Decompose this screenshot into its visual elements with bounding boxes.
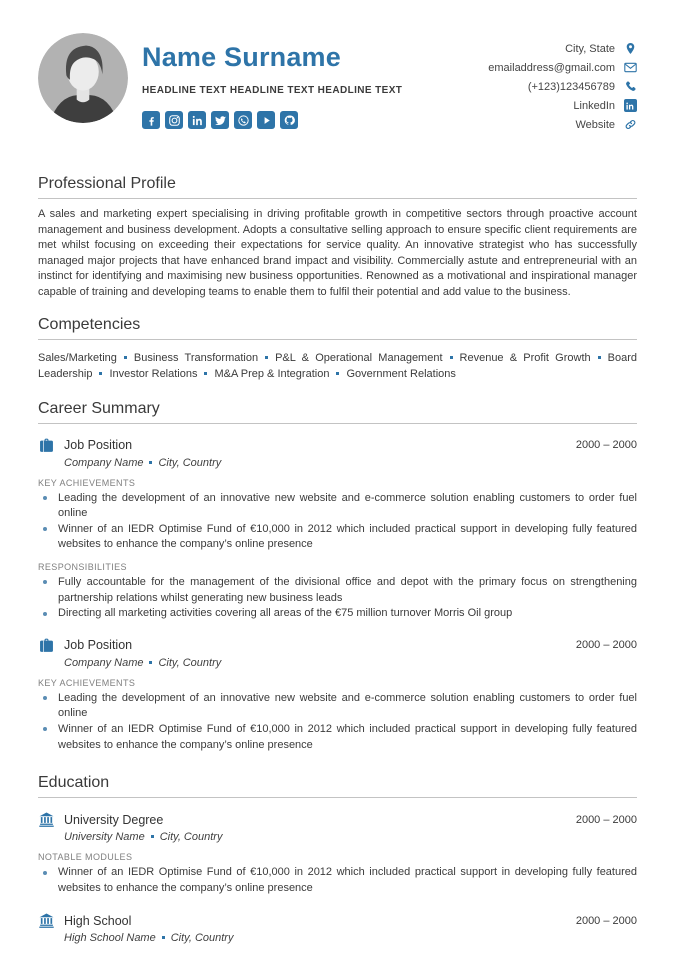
school-location: City, Country [159,831,223,844]
chain-link-icon [623,118,637,131]
competency-item: Sales/Marketing [38,351,117,364]
youtube-play-icon[interactable] [257,111,275,129]
job-entry [38,637,637,753]
section-title-education: Education [38,774,637,798]
responsibilities-list [38,575,637,622]
contact-website[interactable] [488,115,637,134]
school-name: University Name [64,831,145,844]
section-competencies [38,316,637,382]
degree-title: University Degree [64,812,164,827]
github-icon[interactable] [280,111,298,129]
job-entry-header [38,637,637,654]
education-dates: 2000 – 2000 [575,914,637,927]
job-subtitle [64,657,637,669]
education-subtitle [64,831,637,843]
competency-item: Investor Relations [109,367,198,380]
contact-block [488,33,637,134]
section-education [38,774,637,944]
company-name: Company Name [64,656,144,669]
achievement-item: Leading the development of an innovative new website and e-commerce solution enabling customers to order fuel online [38,491,637,522]
company-name: Company Name [64,456,144,469]
module-item: Winner of an IEDR Optimise Fund of €10,000 in 2012 which included practical support in developing fully featured websites to enhance the company’s online presence [38,865,637,896]
company-location: City, Country [158,656,222,669]
whatsapp-icon[interactable] [234,111,252,129]
contact-email[interactable] [488,58,637,77]
section-title-career-summary: Career Summary [38,400,637,424]
school-name: High School Name [64,932,156,945]
briefcase-icon [38,437,55,454]
section-title-professional-profile: Professional Profile [38,175,637,199]
university-building-icon [38,811,55,828]
education-entry-header [38,811,637,828]
modules-list [38,865,637,896]
avatar [38,33,128,123]
square-separator-icon [151,835,154,838]
company-location: City, Country [158,456,222,469]
achievements-list [38,491,637,553]
competency-item: M&A Prep & Integration [214,367,330,380]
education-entry [38,912,637,944]
responsibility-item: Fully accountable for the management of the divisional office and depot with the primary focus on strengthening partnership relations whilst generating new business leads [38,575,637,606]
achievements-label: KEY ACHIEVEMENTS [38,477,136,488]
achievements-label: KEY ACHIEVEMENTS [38,677,136,688]
degree-title: High School [64,913,132,928]
square-separator-icon [149,461,152,464]
headline-text: HEADLINE TEXT HEADLINE TEXT HEADLINE TEXT [142,85,403,96]
job-entry-header [38,437,637,454]
school-location: City, Country [170,932,234,945]
profile-paragraph: A sales and marketing expert specialising in driving profitable growth in competitive sectors through proactive account management and business development. Adopts a consultative selling approach to ensure specific client requirements are met whilst focusing on exceeding their expectations for service quality. An innovative strategist who has successfully managed major projects that have enhanced brand impact and visibility. Commercially astute and entrepreneurial with an instinct for identifying and maximising new business opportunities. Renowned as a motivational and inspirational manager capable of training and developing teams to enable them to fulfil their potential and add value to the business. [38,208,637,298]
square-separator-icon [149,661,152,664]
competency-item: Board Leadership [38,351,637,380]
section-title-competencies: Competencies [38,316,637,340]
square-separator-icon [265,356,268,359]
achievements-list [38,691,637,753]
contact-linkedin[interactable] [488,96,637,115]
linkedin-text: LinkedIn [573,99,615,112]
person-name: Name Surname [142,42,341,72]
twitter-icon[interactable] [211,111,229,129]
section-professional-profile [38,175,637,301]
responsibility-item: Directing all marketing activities covering all areas of the €75 million turnover Morris Oil group [38,606,637,622]
linkedin-icon[interactable] [188,111,206,129]
competency-item: Revenue & Profit Growth [459,351,591,364]
square-separator-icon [162,936,165,939]
school-building-icon [38,912,55,929]
location-pin-icon [623,42,637,55]
job-entry [38,437,637,622]
instagram-icon[interactable] [165,111,183,129]
achievement-item: Leading the development of an innovative new website and e-commerce solution enabling customers to order fuel online [38,691,637,722]
phone-text: (+123)123456789 [527,80,615,93]
competency-item: Business Transformation [133,351,259,364]
job-subtitle [64,457,637,469]
avatar-placeholder-image [38,33,128,123]
identity-block [142,33,402,129]
location-text: City, State [565,42,615,55]
competency-item: P&L & Operational Management [275,351,443,364]
header [38,33,637,134]
section-career-summary [38,400,637,754]
achievement-item: Winner of an IEDR Optimise Fund of €10,000 in 2012 which included practical support in developing fully featured websites to enhance the company’s online presence [38,722,637,753]
email-text: emailaddress@gmail.com [488,61,615,74]
competency-item: Government Relations [346,367,456,380]
competencies-list [38,350,637,382]
square-separator-icon [99,372,102,375]
facebook-icon[interactable] [142,111,160,129]
education-dates: 2000 – 2000 [575,813,637,826]
square-separator-icon [204,372,207,375]
linkedin-badge-icon [623,99,637,112]
envelope-icon [623,61,637,74]
job-position: Job Position [64,438,133,453]
phone-handset-icon [623,80,637,93]
job-dates: 2000 – 2000 [575,439,637,452]
square-separator-icon [124,356,127,359]
job-dates: 2000 – 2000 [575,639,637,652]
square-separator-icon [598,356,601,359]
modules-label: NOTABLE MODULES [38,852,133,863]
responsibilities-label: RESPONSIBILITIES [38,561,127,572]
briefcase-icon [38,637,55,654]
square-separator-icon [450,356,453,359]
contact-location[interactable] [488,39,637,58]
education-subtitle [64,932,637,944]
education-entry [38,811,637,896]
social-icons-row [142,111,402,129]
website-text: Website [575,118,615,131]
contact-phone[interactable] [488,77,637,96]
square-separator-icon [336,372,339,375]
job-position: Job Position [64,638,133,653]
education-entry-header [38,912,637,929]
achievement-item: Winner of an IEDR Optimise Fund of €10,000 in 2012 which included practical support in developing fully featured websites to enhance the company’s online presence [38,522,637,553]
